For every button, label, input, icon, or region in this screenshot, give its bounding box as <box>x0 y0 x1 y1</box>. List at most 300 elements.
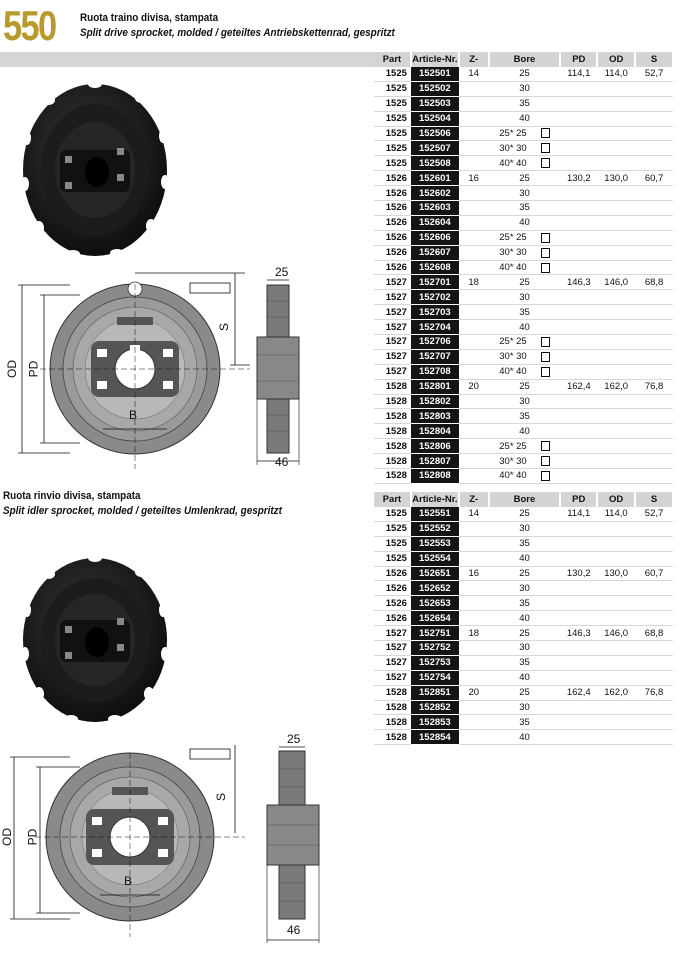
column-header: Bore <box>489 492 561 507</box>
od-cell <box>597 641 635 656</box>
article-cell: 152652 <box>411 581 459 596</box>
od-cell <box>597 186 635 201</box>
od-cell: 130,0 <box>597 171 635 186</box>
pd-cell <box>560 521 597 536</box>
z-cell <box>459 596 489 611</box>
bore-cell: 25 <box>489 626 561 641</box>
z-cell <box>459 611 489 626</box>
bore-cell: 30 <box>489 394 561 409</box>
pd-cell: 130,2 <box>560 171 597 186</box>
idler-technical-drawing <box>0 745 340 950</box>
series-number: 550 <box>3 2 56 49</box>
table-row <box>374 126 673 141</box>
part-cell: 1527 <box>374 335 411 350</box>
table-row <box>374 111 673 126</box>
column-header: Z- <box>459 492 489 507</box>
s-cell <box>635 536 673 551</box>
z-cell: 14 <box>459 507 489 521</box>
od-cell <box>597 700 635 715</box>
pd-cell <box>560 394 597 409</box>
column-header: Bore <box>489 52 561 67</box>
square-bore-icon <box>541 441 550 451</box>
od-cell: 162,0 <box>597 379 635 394</box>
table-row <box>374 551 673 566</box>
s-cell <box>635 641 673 656</box>
od-label: OD <box>0 828 14 846</box>
pd-cell: 146,3 <box>560 626 597 641</box>
s-cell <box>635 201 673 216</box>
table-row <box>374 626 673 641</box>
z-cell: 16 <box>459 171 489 186</box>
article-cell: 152607 <box>411 245 459 260</box>
od-cell <box>597 536 635 551</box>
pd-cell <box>560 670 597 685</box>
part-cell: 1528 <box>374 715 411 730</box>
part-cell: 1526 <box>374 260 411 275</box>
part-cell: 1528 <box>374 730 411 745</box>
pd-cell <box>560 715 597 730</box>
article-cell: 152806 <box>411 439 459 454</box>
od-cell <box>597 655 635 670</box>
bore-cell: 30 <box>489 290 561 305</box>
bore-cell: 35 <box>489 596 561 611</box>
s-cell: 68,8 <box>635 275 673 290</box>
z-cell <box>459 715 489 730</box>
z-cell <box>459 730 489 745</box>
s-cell <box>635 156 673 171</box>
square-bore-icon <box>541 352 550 362</box>
bore-cell: 35 <box>489 201 561 216</box>
square-bore-icon <box>541 337 550 347</box>
table-row <box>374 611 673 626</box>
od-cell <box>597 215 635 230</box>
article-cell: 152508 <box>411 156 459 171</box>
od-cell <box>597 290 635 305</box>
pd-cell <box>560 349 597 364</box>
square-bore-icon <box>541 263 550 273</box>
article-cell: 152751 <box>411 626 459 641</box>
pd-cell <box>560 454 597 469</box>
pd-cell <box>560 730 597 745</box>
od-cell <box>597 260 635 275</box>
column-header: Part <box>374 52 411 67</box>
pd-cell: 162,4 <box>560 379 597 394</box>
width-25-label: 25 <box>275 265 289 279</box>
table-row <box>374 141 673 156</box>
pd-cell: 146,3 <box>560 275 597 290</box>
z-cell <box>459 186 489 201</box>
z-cell <box>459 290 489 305</box>
article-cell: 152654 <box>411 611 459 626</box>
drive-spec-table <box>374 52 674 484</box>
bore-cell: 35 <box>489 409 561 424</box>
s-cell <box>635 730 673 745</box>
od-cell <box>597 230 635 245</box>
article-cell: 152653 <box>411 596 459 611</box>
od-cell: 114,0 <box>597 507 635 521</box>
z-cell <box>459 260 489 275</box>
pd-cell <box>560 581 597 596</box>
z-cell <box>459 156 489 171</box>
od-cell <box>597 111 635 126</box>
bore-cell: 40 <box>489 730 561 745</box>
table-row <box>374 469 673 484</box>
pd-cell <box>560 126 597 141</box>
s-cell <box>635 364 673 379</box>
article-cell: 152801 <box>411 379 459 394</box>
b-label: B <box>124 874 133 888</box>
pd-cell <box>560 596 597 611</box>
table-row <box>374 507 673 521</box>
part-cell: 1525 <box>374 521 411 536</box>
part-cell: 1527 <box>374 349 411 364</box>
table-row <box>374 439 673 454</box>
z-cell: 20 <box>459 685 489 700</box>
article-cell: 152606 <box>411 230 459 245</box>
pd-cell <box>560 469 597 484</box>
table-row <box>374 81 673 96</box>
idler-title: Ruota rinvio divisa, stampata <box>3 490 141 502</box>
bore-cell: 25* 25 <box>489 230 561 245</box>
s-cell <box>635 409 673 424</box>
od-cell <box>597 730 635 745</box>
part-cell: 1528 <box>374 700 411 715</box>
pd-cell: 162,4 <box>560 685 597 700</box>
bore-cell: 40 <box>489 611 561 626</box>
s-cell <box>635 521 673 536</box>
z-cell: 18 <box>459 275 489 290</box>
table-row <box>374 96 673 111</box>
pd-cell <box>560 290 597 305</box>
od-cell <box>597 521 635 536</box>
bore-cell: 25* 25 <box>489 439 561 454</box>
pd-cell <box>560 551 597 566</box>
s-cell: 52,7 <box>635 507 673 521</box>
bore-cell: 25 <box>489 171 561 186</box>
header-band <box>0 52 374 67</box>
bore-cell: 30* 30 <box>489 245 561 260</box>
bore-cell: 30 <box>489 521 561 536</box>
square-bore-icon <box>541 233 550 243</box>
table-row <box>374 245 673 260</box>
table-row <box>374 364 673 379</box>
od-cell <box>597 424 635 439</box>
part-cell: 1525 <box>374 96 411 111</box>
pd-cell <box>560 215 597 230</box>
s-cell <box>635 290 673 305</box>
article-cell: 152707 <box>411 349 459 364</box>
table-row <box>374 215 673 230</box>
article-cell: 152807 <box>411 454 459 469</box>
table-row <box>374 305 673 320</box>
od-cell <box>597 581 635 596</box>
part-cell: 1526 <box>374 596 411 611</box>
part-cell: 1525 <box>374 536 411 551</box>
s-cell <box>635 424 673 439</box>
width-25-label: 25 <box>287 732 301 746</box>
s-cell <box>635 215 673 230</box>
s-cell <box>635 551 673 566</box>
s-cell: 60,7 <box>635 171 673 186</box>
part-cell: 1527 <box>374 275 411 290</box>
part-cell: 1527 <box>374 626 411 641</box>
article-cell: 152503 <box>411 96 459 111</box>
z-cell <box>459 245 489 260</box>
bore-cell: 35 <box>489 96 561 111</box>
table-row <box>374 394 673 409</box>
s-cell <box>635 670 673 685</box>
table-header <box>374 492 673 507</box>
idler-spec-table <box>374 492 674 745</box>
od-cell <box>597 81 635 96</box>
pd-label: PD <box>26 360 41 378</box>
article-cell: 152704 <box>411 320 459 335</box>
bore-cell: 40 <box>489 670 561 685</box>
article-cell: 152753 <box>411 655 459 670</box>
od-label: OD <box>5 360 19 378</box>
pd-cell <box>560 96 597 111</box>
z-cell <box>459 394 489 409</box>
od-cell: 146,0 <box>597 275 635 290</box>
bore-cell: 25 <box>489 67 561 81</box>
s-cell <box>635 439 673 454</box>
pd-cell <box>560 335 597 350</box>
bore-cell: 25 <box>489 507 561 521</box>
z-cell <box>459 349 489 364</box>
part-cell: 1525 <box>374 126 411 141</box>
column-header: S <box>635 492 673 507</box>
article-cell: 152504 <box>411 111 459 126</box>
bore-cell: 40 <box>489 551 561 566</box>
bore-cell: 30 <box>489 581 561 596</box>
drive-sprocket-photo <box>15 75 175 265</box>
part-cell: 1528 <box>374 685 411 700</box>
part-cell: 1527 <box>374 641 411 656</box>
square-bore-icon <box>541 248 550 258</box>
article-cell: 152601 <box>411 171 459 186</box>
square-bore-icon <box>541 143 550 153</box>
idler-subtitle: Split idler sprocket, molded / geteiltes Umlenkrad, gespritzt <box>3 505 282 517</box>
s-cell <box>635 230 673 245</box>
part-cell: 1525 <box>374 156 411 171</box>
z-cell: 20 <box>459 379 489 394</box>
table-row <box>374 156 673 171</box>
part-cell: 1526 <box>374 171 411 186</box>
column-header: Article-Nr. <box>412 494 458 505</box>
s-label: S <box>217 322 232 332</box>
article-cell: 152808 <box>411 469 459 484</box>
part-cell: 1526 <box>374 566 411 581</box>
table-row <box>374 581 673 596</box>
part-cell: 1527 <box>374 655 411 670</box>
pd-cell <box>560 141 597 156</box>
pd-label: PD <box>25 828 40 846</box>
part-cell: 1525 <box>374 67 411 81</box>
s-cell: 76,8 <box>635 379 673 394</box>
s-cell <box>635 454 673 469</box>
part-cell: 1526 <box>374 201 411 216</box>
article-cell: 152501 <box>411 67 459 81</box>
article-cell: 152803 <box>411 409 459 424</box>
bore-cell: 40* 40 <box>489 260 561 275</box>
od-cell: 162,0 <box>597 685 635 700</box>
s-cell: 76,8 <box>635 685 673 700</box>
s-cell <box>635 469 673 484</box>
od-cell <box>597 156 635 171</box>
pd-cell <box>560 305 597 320</box>
s-cell <box>635 320 673 335</box>
z-cell <box>459 454 489 469</box>
part-cell: 1528 <box>374 454 411 469</box>
table-row <box>374 685 673 700</box>
s-cell <box>635 596 673 611</box>
table-row <box>374 290 673 305</box>
bore-cell: 40* 40 <box>489 469 561 484</box>
square-bore-icon <box>541 456 550 466</box>
z-cell <box>459 521 489 536</box>
article-cell: 152502 <box>411 81 459 96</box>
bore-cell: 35 <box>489 536 561 551</box>
s-cell <box>635 96 673 111</box>
article-cell: 152708 <box>411 364 459 379</box>
z-cell <box>459 335 489 350</box>
article-cell: 152702 <box>411 290 459 305</box>
od-cell <box>597 201 635 216</box>
table-row <box>374 454 673 469</box>
pd-cell <box>560 700 597 715</box>
article-cell: 152603 <box>411 201 459 216</box>
od-cell <box>597 364 635 379</box>
s-cell <box>635 141 673 156</box>
pd-cell: 114,1 <box>560 507 597 521</box>
part-cell: 1525 <box>374 507 411 521</box>
z-cell <box>459 551 489 566</box>
article-cell: 152802 <box>411 394 459 409</box>
od-cell <box>597 126 635 141</box>
table-row <box>374 275 673 290</box>
bore-cell: 25* 25 <box>489 126 561 141</box>
article-cell: 152853 <box>411 715 459 730</box>
bore-cell: 25 <box>489 685 561 700</box>
z-cell <box>459 320 489 335</box>
table-row <box>374 424 673 439</box>
pd-cell <box>560 364 597 379</box>
width-46-label: 46 <box>275 455 289 469</box>
part-cell: 1528 <box>374 439 411 454</box>
drive-technical-drawing <box>0 265 340 475</box>
od-cell <box>597 454 635 469</box>
table-row <box>374 715 673 730</box>
od-cell <box>597 469 635 484</box>
pd-cell: 130,2 <box>560 566 597 581</box>
column-header: PD <box>560 52 597 67</box>
bore-cell: 25 <box>489 379 561 394</box>
pd-cell <box>560 156 597 171</box>
z-cell <box>459 201 489 216</box>
bore-cell: 30 <box>489 700 561 715</box>
column-header: PD <box>560 492 597 507</box>
od-cell: 114,0 <box>597 67 635 81</box>
article-cell: 152706 <box>411 335 459 350</box>
pd-cell: 114,1 <box>560 67 597 81</box>
bore-cell: 35 <box>489 715 561 730</box>
table-row <box>374 566 673 581</box>
table-row <box>374 670 673 685</box>
bore-cell: 30 <box>489 186 561 201</box>
article-cell: 152602 <box>411 186 459 201</box>
bore-cell: 30 <box>489 81 561 96</box>
pd-cell <box>560 186 597 201</box>
od-cell: 146,0 <box>597 626 635 641</box>
z-cell <box>459 409 489 424</box>
bore-cell: 40 <box>489 320 561 335</box>
pd-cell <box>560 641 597 656</box>
s-cell <box>635 126 673 141</box>
pd-cell <box>560 260 597 275</box>
od-cell <box>597 551 635 566</box>
table-row <box>374 171 673 186</box>
table-row <box>374 335 673 350</box>
z-cell <box>459 655 489 670</box>
article-cell: 152553 <box>411 536 459 551</box>
bore-cell: 40 <box>489 215 561 230</box>
s-cell <box>635 611 673 626</box>
table-row <box>374 521 673 536</box>
bore-cell: 40* 40 <box>489 364 561 379</box>
s-cell <box>635 335 673 350</box>
column-header: OD <box>597 492 635 507</box>
bore-cell: 40* 40 <box>489 156 561 171</box>
article-cell: 152651 <box>411 566 459 581</box>
s-cell <box>635 186 673 201</box>
z-cell <box>459 469 489 484</box>
s-cell <box>635 700 673 715</box>
table-row <box>374 596 673 611</box>
s-cell: 60,7 <box>635 566 673 581</box>
pd-cell <box>560 409 597 424</box>
article-cell: 152754 <box>411 670 459 685</box>
part-cell: 1525 <box>374 81 411 96</box>
s-cell: 68,8 <box>635 626 673 641</box>
part-cell: 1526 <box>374 245 411 260</box>
s-cell <box>635 581 673 596</box>
part-cell: 1528 <box>374 379 411 394</box>
z-cell <box>459 96 489 111</box>
bore-cell: 30* 30 <box>489 141 561 156</box>
od-cell <box>597 409 635 424</box>
bore-cell: 25 <box>489 275 561 290</box>
pd-cell <box>560 81 597 96</box>
z-cell <box>459 536 489 551</box>
bore-cell: 35 <box>489 655 561 670</box>
pd-cell <box>560 439 597 454</box>
pd-cell <box>560 201 597 216</box>
s-cell <box>635 245 673 260</box>
table-header <box>374 52 673 67</box>
part-cell: 1526 <box>374 230 411 245</box>
pd-cell <box>560 245 597 260</box>
od-cell <box>597 670 635 685</box>
z-cell <box>459 364 489 379</box>
article-cell: 152701 <box>411 275 459 290</box>
z-cell <box>459 641 489 656</box>
bore-cell: 40 <box>489 424 561 439</box>
article-cell: 152608 <box>411 260 459 275</box>
table-row <box>374 186 673 201</box>
od-cell <box>597 715 635 730</box>
od-cell <box>597 349 635 364</box>
article-cell: 152804 <box>411 424 459 439</box>
